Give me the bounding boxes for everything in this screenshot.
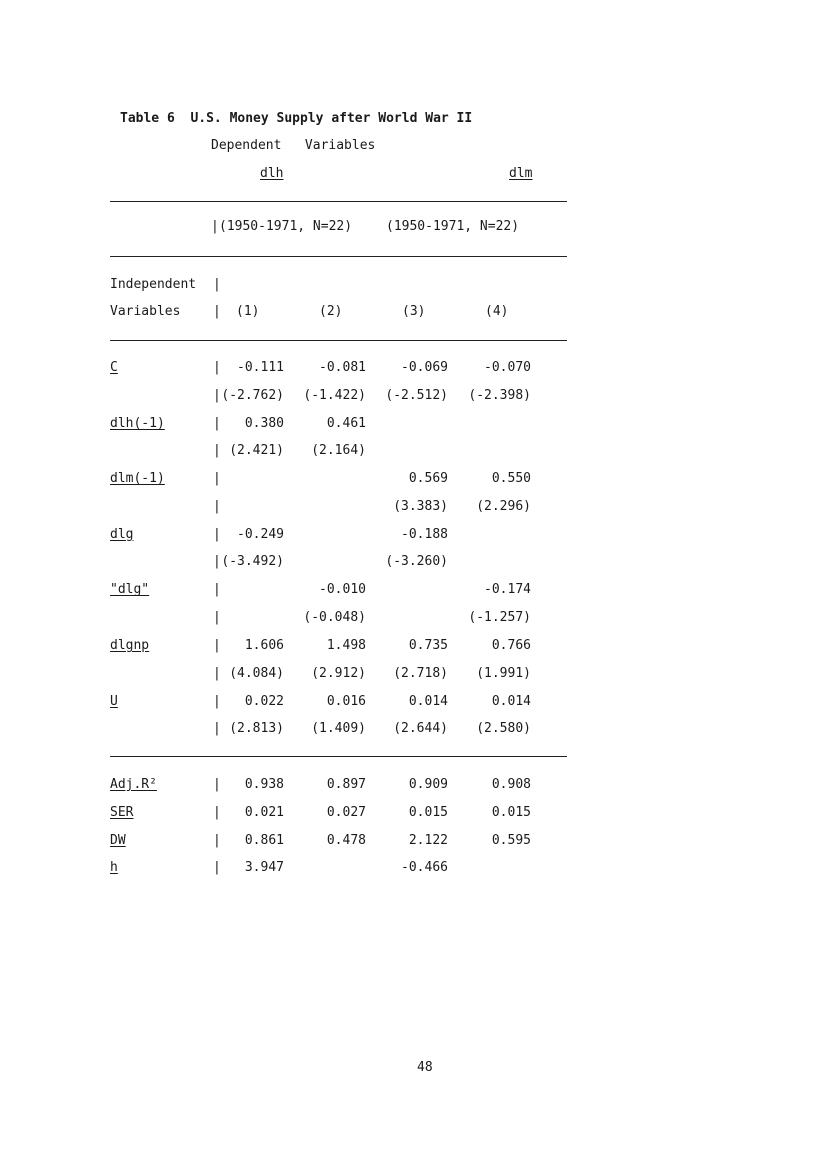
coefficient-cell: -0.070	[484, 360, 531, 375]
t-stat-cell: (-2.762)	[221, 387, 284, 403]
coefficient-cell: 1.606	[244, 638, 284, 653]
pipe: |	[213, 415, 221, 431]
t-stat-cell: (-0.048)	[303, 610, 366, 625]
coefficient-cell: -0.081	[319, 360, 366, 375]
coefficient-cell: 0.014	[408, 693, 448, 709]
t-stat-cell: (2.580)	[476, 721, 531, 737]
col-header: (4)	[485, 304, 509, 319]
stat-value-cell: 0.595	[491, 832, 531, 848]
coefficient-cell: 0.461	[326, 415, 366, 431]
pipe: |	[213, 860, 221, 876]
stat-name: DW	[110, 832, 126, 848]
coefficient-cell: 0.022	[244, 693, 284, 709]
row-variable-name: dlh(-1)	[110, 415, 165, 431]
t-stat-cell: (2.718)	[393, 665, 448, 681]
pipe: |	[213, 554, 221, 570]
stat-value-cell: 0.015	[491, 804, 531, 820]
table-title: Table 6 U.S. Money Supply after World War II	[120, 111, 473, 126]
pipe: |	[213, 638, 221, 653]
row-variable-name: dlgnp	[110, 638, 150, 653]
coefficient-cell: 0.735	[408, 638, 448, 653]
pipe: |	[213, 693, 221, 709]
col-header: (2)	[319, 304, 343, 319]
row-variable-name: C	[110, 360, 118, 375]
t-stat-cell: (-2.398)	[468, 387, 531, 403]
coefficient-cell: -0.188	[401, 526, 448, 542]
stat-value-cell: 0.021	[244, 804, 284, 820]
indep-label-1: Independent	[110, 277, 197, 292]
pipe: |	[213, 526, 221, 542]
period-dlm: (1950-1971, N=22)	[386, 219, 520, 234]
stat-value-cell: 3.947	[244, 860, 284, 876]
t-stat-cell: (1.991)	[476, 665, 531, 681]
pipe: |	[213, 498, 221, 514]
pipe: |	[213, 721, 221, 737]
row-variable-name: U	[110, 693, 118, 709]
coefficient-cell: 1.498	[326, 638, 366, 653]
coefficient-cell: -0.010	[319, 582, 366, 598]
row-variable-name: dlg	[110, 526, 134, 542]
coefficient-cell: 0.014	[491, 693, 531, 709]
indep-label-2: Variables	[110, 304, 181, 319]
t-stat-cell: (2.813)	[229, 721, 284, 737]
stat-value-cell: 0.027	[326, 804, 366, 820]
pipe: |	[213, 471, 221, 487]
stat-name: SER	[110, 804, 134, 820]
stat-name: Adj.R²	[110, 777, 157, 792]
rule-period	[110, 256, 567, 257]
stat-value-cell: 0.938	[244, 777, 284, 792]
t-stat-cell: (-3.492)	[221, 554, 284, 570]
t-stat-cell: (2.164)	[311, 443, 366, 459]
t-stat-cell: (-3.260)	[385, 554, 448, 570]
coefficient-cell: 0.550	[491, 471, 531, 487]
stat-value-cell: 0.909	[408, 777, 448, 792]
rule-header	[110, 340, 567, 341]
stat-value-cell: 0.908	[491, 777, 531, 792]
coefficient-cell: 0.016	[326, 693, 366, 709]
row-variable-name: "dlg"	[110, 582, 150, 598]
pipe: |	[213, 360, 221, 375]
rule-stats	[110, 756, 567, 757]
t-stat-cell: (4.084)	[229, 665, 284, 681]
stat-value-cell: 0.478	[326, 832, 366, 848]
coefficient-cell: 0.766	[491, 638, 531, 653]
col-header: (1)	[236, 304, 260, 319]
pipe: |	[213, 665, 221, 681]
stat-value-cell: 0.897	[326, 777, 366, 792]
period-dlh: (1950-1971, N=22)	[219, 219, 353, 234]
t-stat-cell: (2.421)	[229, 443, 284, 459]
pipe: |	[213, 832, 221, 848]
t-stat-cell: (1.409)	[311, 721, 366, 737]
pipe: |	[213, 804, 221, 820]
dep-dlh-label: dlh	[260, 166, 284, 181]
coefficient-cell: -0.249	[237, 526, 284, 542]
dep-dlm-label: dlm	[509, 166, 533, 181]
t-stat-cell: (-1.257)	[468, 610, 531, 625]
coefficient-cell: 0.380	[244, 415, 284, 431]
pipe: |	[213, 304, 221, 319]
pipe: |	[213, 582, 221, 598]
page-number: 48	[417, 1060, 433, 1075]
stat-value-cell: 2.122	[408, 832, 448, 848]
row-variable-name: dlm(-1)	[110, 471, 165, 487]
rule-top	[110, 201, 567, 202]
t-stat-cell: (2.644)	[393, 721, 448, 737]
pipe: |	[213, 277, 221, 292]
dependent-variables-label: Dependent Variables	[211, 138, 376, 153]
pipe: |	[213, 387, 221, 403]
coefficient-cell: -0.069	[401, 360, 448, 375]
stat-value-cell: 0.015	[408, 804, 448, 820]
col-header: (3)	[402, 304, 426, 319]
t-stat-cell: (3.383)	[393, 498, 448, 514]
t-stat-cell: (-1.422)	[303, 387, 366, 403]
pipe: |	[213, 777, 221, 792]
coefficient-cell: -0.111	[237, 360, 284, 375]
stat-value-cell: -0.466	[401, 860, 448, 876]
coefficient-cell: -0.174	[484, 582, 531, 598]
t-stat-cell: (2.296)	[476, 498, 531, 514]
pipe: |	[211, 219, 219, 234]
stat-value-cell: 0.861	[244, 832, 284, 848]
t-stat-cell: (2.912)	[311, 665, 366, 681]
stat-name: h	[110, 860, 118, 876]
pipe: |	[213, 610, 221, 625]
coefficient-cell: 0.569	[408, 471, 448, 487]
pipe: |	[213, 443, 221, 459]
t-stat-cell: (-2.512)	[385, 387, 448, 403]
